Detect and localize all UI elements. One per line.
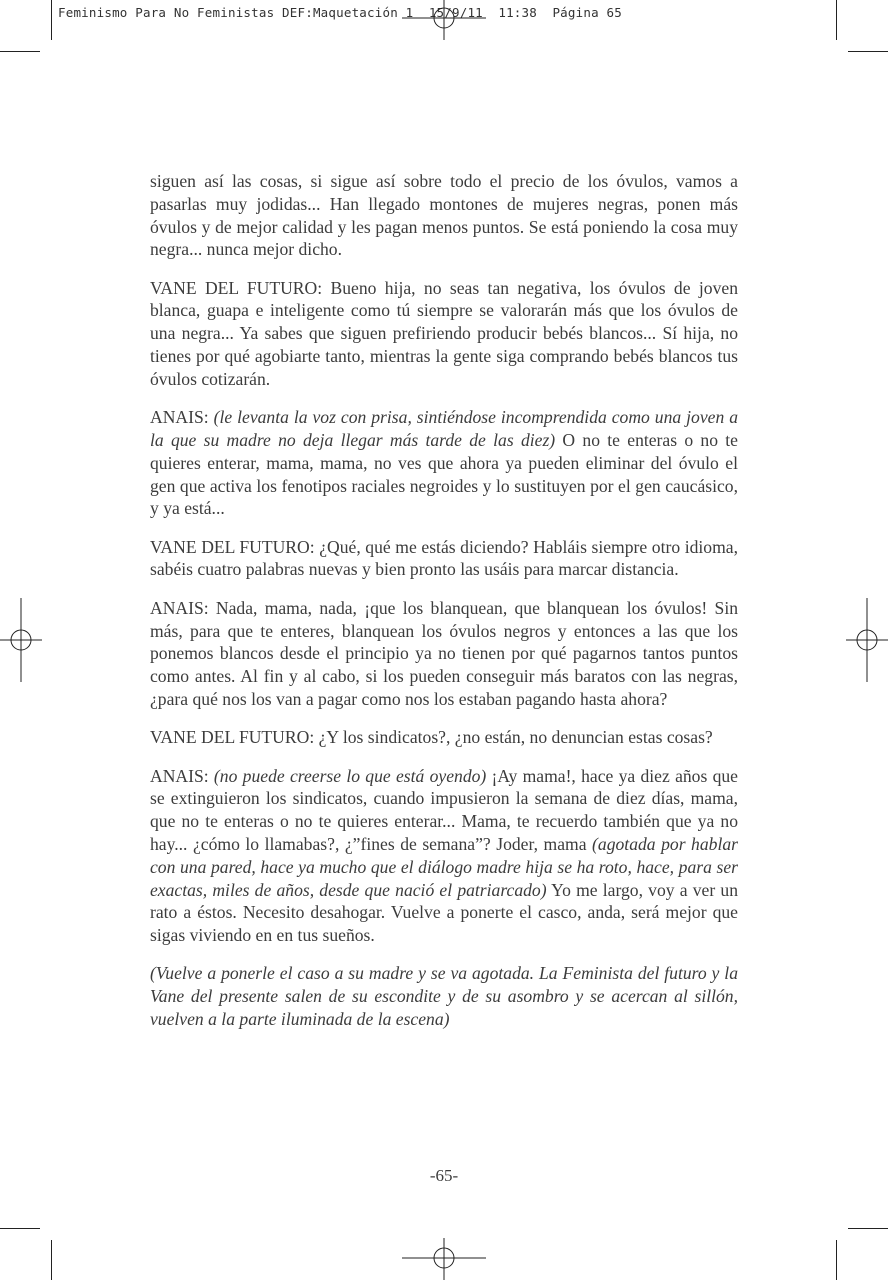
dialogue-text: : ¿Qué, qué me estás diciendo? Habláis siempre otro idioma, sabéis cuatro palabras nuevas y bien pronto las usáis para marcar distancia. — [150, 536, 738, 580]
stage-direction: (agotada por hablar con una pared, hace ya mucho que el diálogo madre hija se ha roto, hace, para ser exactas, miles de años, desde que nació el patriarcado) — [150, 833, 738, 900]
dialogue-text: ¡Ay mama!, hace ya diez años que se extinguieron los sindicatos, cuando impusieron la semana de diez días, mama, que no te enteras o no te quieres enterar... Mama, te recuerdo también que ya no hay... ¿cómo lo llamabas?, ¿”fines de semana”? Joder, mama — [150, 765, 738, 854]
speaker-name: ANAIS: — [150, 597, 209, 618]
dialogue-text: Yo me largo, voy a ver un rato a éstos. Necesito desahogar. Vuelve a ponerte el casco, anda, será mejor que sigas viviendo en en tus sueños. — [150, 879, 739, 946]
paragraph-8 — [150, 962, 738, 1030]
registration-mark-left — [0, 598, 42, 682]
paragraph-3 — [150, 406, 738, 520]
stage-direction: (Vuelve a ponerle el caso a su madre y se va agotada. La Feminista del futuro y la Vane del presente salen de su escondite y de su asombro y se acercan al sillón, vuelven a la parte iluminada de la escena) — [150, 963, 738, 1029]
dialogue-text: O no te enteras o no te quieres enterar, mama, mama, no ves que ahora ya pueden eliminar del óvulo el gen que activa los fenotipos raciales negroides y lo sustituyen por el gen caucásico, y ya está... — [150, 429, 738, 519]
registration-mark-top — [402, 0, 486, 40]
registration-mark-right — [846, 598, 888, 682]
paragraph-text: siguen así las cosas, si sigue así sobre todo el precio de los óvulos, vamos a pasarlas muy jodidas... Han llegado montones de mujeres negras, ponen más óvulos y de mejor calidad y les pagan menos puntos. Se está poniendo la cosa muy negra... nunca mejor dicho. — [150, 171, 738, 260]
paragraph-7 — [150, 765, 738, 947]
stage-direction: (le levanta la voz con prisa, sintiéndose incomprendida como una joven a la que su madre no deja llegar más tarde de las diez) — [150, 407, 738, 450]
speaker-name: VANE DEL FUTURO — [150, 536, 310, 557]
page-number: -65- — [429, 1166, 459, 1185]
slug-line: Feminismo Para No Feministas DEF:Maquetación 1 15/9/11 11:38 Página 65 — [58, 5, 622, 20]
stage-direction: (no puede creerse lo que está oyendo) — [208, 765, 487, 786]
speaker-name: ANAIS: — [150, 407, 209, 428]
speaker-name: VANE DEL FUTURO — [150, 727, 310, 748]
dialogue-text: Bueno hija, no seas tan negativa, los óvulos de joven blanca, guapa e inteligente como tú siempre se valorarán más que los óvulos de una negra... Ya sabes que siguen prefiriendo producir bebés blancos... Sí hija, no tienes por qué agobiarte tanto, mientras la gente siga comprando bebés blancos tus óvulos cotizarán. — [150, 277, 738, 389]
paragraph-6 — [150, 726, 738, 749]
dialogue-text: Nada, mama, nada, ¡que los blanquean, que blanquean los óvulos! Sin más, para que te enteres, blanquean los óvulos negros y entonces a las que los ponemos blancos desde el principio ya no tienen por qué pagarnos tantos puntos como antes. Al fin y al cabo, si los pueden conseguir más baratos con las negras, ¿para qué nos los van a pagar como nos los estaban pagando hasta ahora? — [150, 597, 738, 709]
dialogue-text: : ¿Y los sindicatos?, ¿no están, no denuncian estas cosas? — [309, 727, 713, 748]
paragraph-4 — [150, 536, 738, 582]
paragraph-1 — [150, 170, 738, 261]
registration-mark-bottom — [402, 1238, 486, 1280]
speaker-name: ANAIS: — [150, 765, 209, 786]
paragraph-5 — [150, 597, 738, 711]
speaker-name: VANE DEL FUTURO: — [150, 277, 323, 298]
page-body — [150, 170, 738, 1031]
paragraph-2 — [150, 277, 738, 391]
